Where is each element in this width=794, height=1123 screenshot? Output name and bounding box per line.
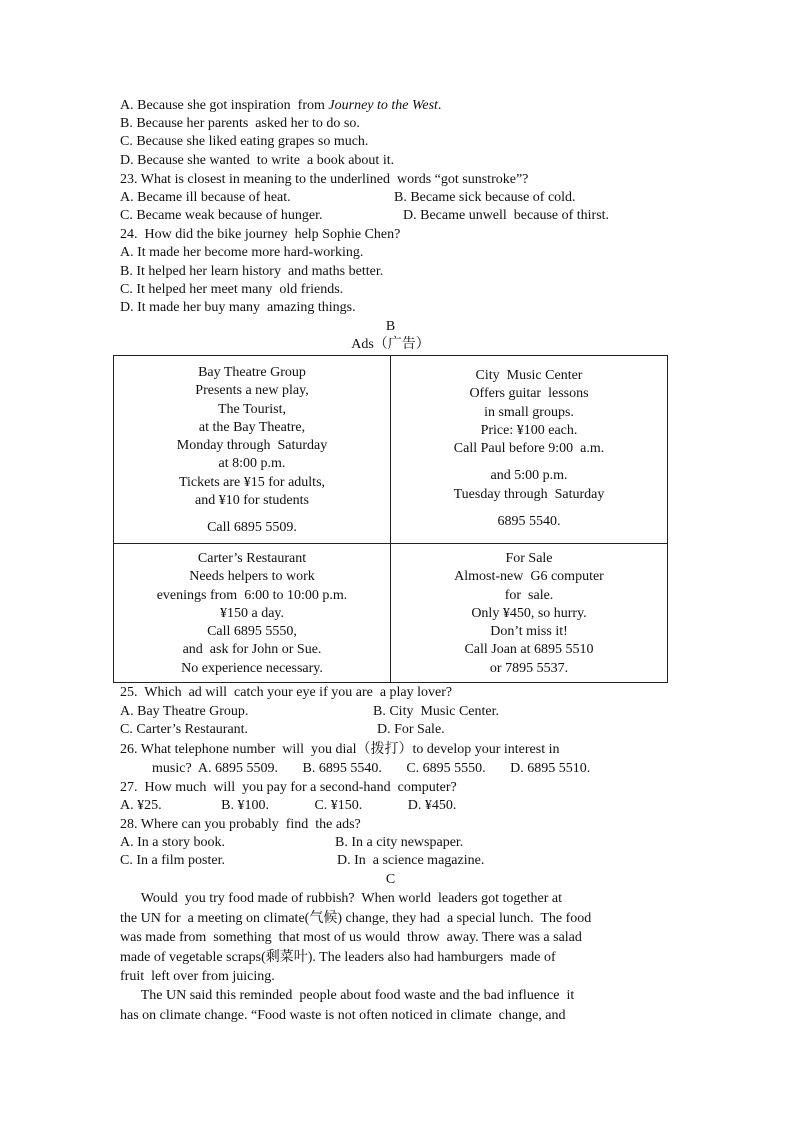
q24-option-c: C. It helped her meet many old friends. (120, 282, 344, 297)
q22-option-a (120, 97, 441, 115)
paragraph-line: made of vegetable scraps(剩菜叶). The leaders also had hamburgers made of (120, 949, 556, 965)
ad-theatre-line: The Tourist, (218, 401, 286, 417)
ad-sale-line: For Sale (505, 551, 553, 566)
q22-option-c: C. Because she liked eating grapes so much. (120, 134, 369, 149)
ad-restaurant-line: Needs helpers to work (189, 569, 315, 585)
q25-option-a: A. Bay Theatre Group. (120, 704, 249, 719)
q28-stem: 28. Where can you probably find the ads? (120, 817, 361, 832)
ad-restaurant-line: evenings from 6:00 to 10:00 p.m. (156, 587, 348, 603)
q25-option-b: B. City Music Center. (373, 704, 499, 719)
ad-restaurant-line: and ask for John or Sue. (182, 642, 322, 658)
ad-theatre-line: Monday through Saturday (176, 438, 328, 454)
q24-stem: 24. How did the bike journey help Sophie Chen? (120, 227, 401, 242)
ad-theatre-line: Tickets are ¥15 for adults, (178, 474, 326, 490)
ad-sale-line: Only ¥450, so hurry. (471, 605, 587, 621)
ad-music-line: and 5:00 p.m. (490, 468, 568, 484)
paragraph-line: was made from something that most of us would throw away. There was a salad (120, 930, 582, 945)
ad-sale-line: Call Joan at 6895 5510 (464, 642, 594, 658)
ad-theatre-line: at the Bay Theatre, (198, 419, 306, 435)
q23-option-a: A. Became ill because of heat. (120, 190, 291, 205)
section-c-letter: C (385, 872, 396, 887)
ad-sale-line: or 7895 5537. (489, 660, 569, 676)
ad-restaurant-line: ¥150 a day. (219, 605, 285, 621)
q22-option-a-suffix: . (437, 98, 442, 113)
q27-options: A. ¥25. B. ¥100. C. ¥150. D. ¥450. (120, 798, 457, 813)
q28-option-d: D. In a science magazine. (337, 853, 485, 868)
section-b-letter: B (385, 319, 396, 334)
q24-option-d: D. It made her buy many amazing things. (120, 300, 356, 315)
ad-restaurant-line: Call 6895 5550, (207, 624, 297, 640)
q26-options: music? A. 6895 5509. B. 6895 5540. C. 6895 5550. D. 6895 5510. (152, 761, 591, 776)
ad-theatre-line: Presents a new play, (195, 383, 309, 399)
q23-option-b: B. Became sick because of cold. (394, 190, 576, 205)
ad-sale-line: Don’t miss it! (490, 624, 568, 640)
q26-stem: 26. What telephone number will you dial（拨打）to develop your interest in (120, 742, 560, 757)
paragraph-line: the UN for a meeting on climate(气候) change, they had a special lunch. The food (120, 910, 592, 926)
ad-spacer (391, 504, 667, 513)
q25-option-c: C. Carter’s Restaurant. (120, 722, 249, 737)
ad-music-line: Call Paul before 9:00 a.m. (453, 441, 605, 457)
ad-theatre-phone: Call 6895 5509. (207, 520, 297, 536)
ad-sale-line: for sale. (504, 587, 554, 603)
ad-spacer (391, 458, 667, 467)
q24-option-a: A. It made her become more hard-working. (120, 245, 364, 260)
q25-option-d: D. For Sale. (377, 722, 445, 737)
ad-bay-theatre (114, 356, 391, 544)
q28-option-b: B. In a city newspaper. (335, 835, 464, 850)
ads-table (113, 355, 668, 683)
ad-theatre-line: Bay Theatre Group (198, 365, 306, 380)
ad-for-sale (391, 544, 668, 683)
q24-option-b: B. It helped her learn history and maths better. (120, 264, 384, 279)
ad-music-line: Offers guitar lessons (469, 386, 589, 402)
q22-option-d: D. Because she wanted to write a book about it. (120, 153, 395, 168)
ad-carters-restaurant (114, 544, 391, 683)
ad-restaurant-line: Carter’s Restaurant (197, 551, 307, 566)
ad-restaurant-line: No experience necessary. (181, 660, 323, 676)
q25-stem: 25. Which ad will catch your eye if you are a play lover? (120, 685, 453, 700)
section-c-paragraph-1 (120, 889, 675, 987)
ad-theatre-line: and ¥10 for students (195, 493, 309, 509)
q28-option-c: C. In a film poster. (120, 853, 225, 868)
ad-theatre-line: at 8:00 p.m. (218, 456, 286, 472)
ad-music-line: City Music Center (475, 368, 583, 383)
section-c-paragraph-2 (120, 986, 675, 1025)
ad-spacer (114, 510, 390, 519)
ad-music-line: Price: ¥100 each. (480, 422, 578, 438)
ad-music-line: Tuesday through Saturday (453, 486, 605, 502)
q27-stem: 27. How much will you pay for a second-hand computer? (120, 780, 457, 795)
paragraph-line: Would you try food made of rubbish? When world leaders got together at (120, 891, 562, 906)
ad-music-line: in small groups. (484, 404, 574, 420)
paragraph-line: The UN said this reminded people about food waste and the bad influence it (120, 988, 575, 1003)
section-b-title: Ads（广告） (351, 337, 430, 352)
q22-option-b: B. Because her parents asked her to do so. (120, 116, 360, 131)
ad-sale-line: Almost-new G6 computer (454, 569, 604, 585)
q22-option-a-prefix: A. Because she got inspiration from (120, 98, 329, 113)
q28-option-a: A. In a story book. (120, 835, 225, 850)
q23-stem: 23. What is closest in meaning to the underlined words “got sunstroke”? (120, 172, 529, 187)
paragraph-line: fruit left over from juicing. (120, 969, 275, 984)
paragraph-line: has on climate change. “Food waste is not often noticed in climate change, and (120, 1007, 566, 1023)
q23-option-c: C. Became weak because of hunger. (120, 208, 323, 223)
q23-option-d: D. Became unwell because of thirst. (403, 208, 610, 223)
ad-city-music-center (391, 356, 668, 544)
ad-music-phone: 6895 5540. (497, 514, 561, 530)
q22-book-title: Journey to the West (328, 98, 438, 113)
